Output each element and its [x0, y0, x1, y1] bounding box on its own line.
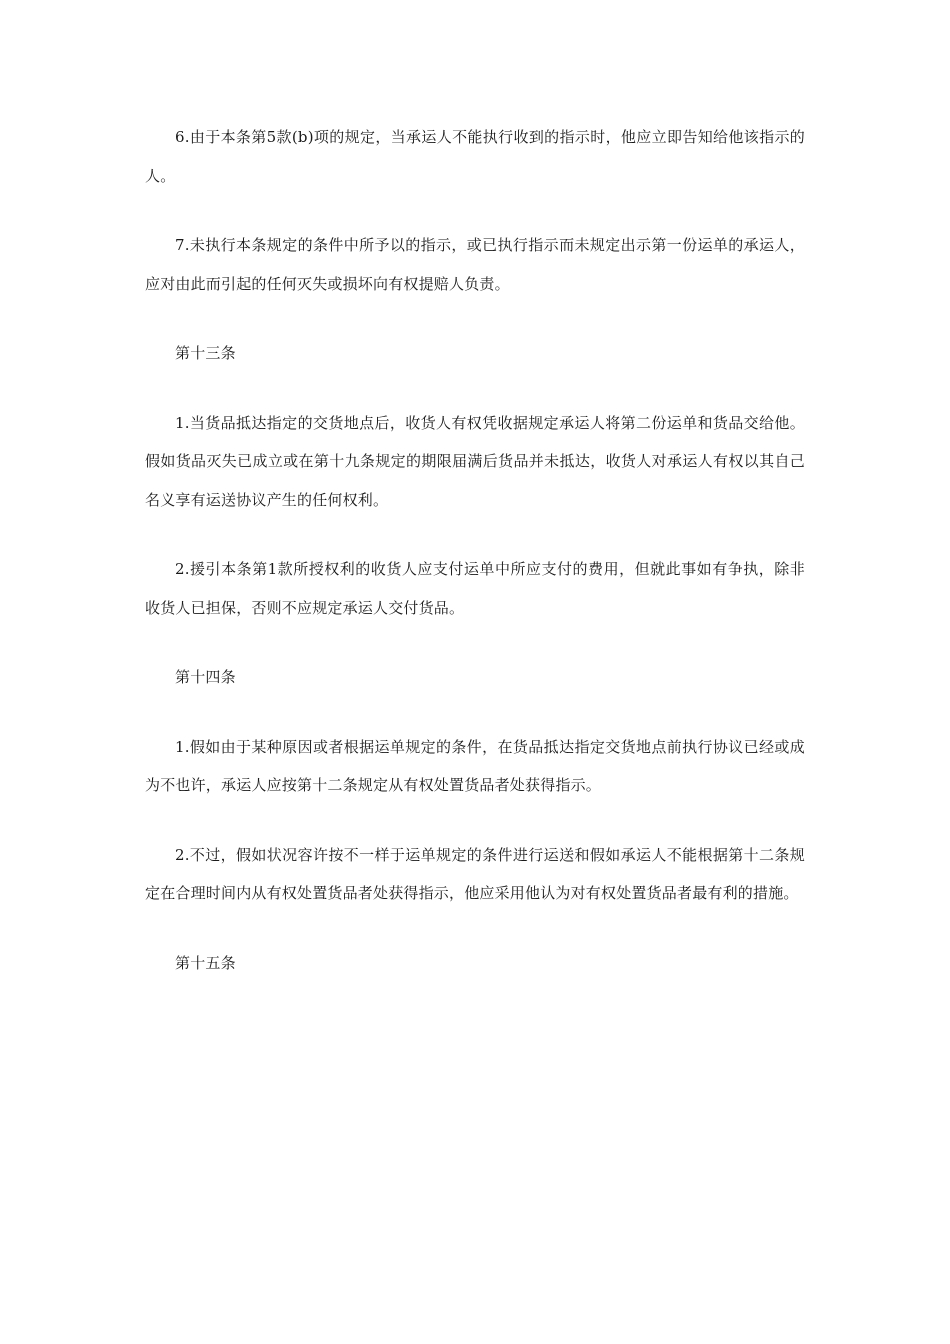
document-body	[145, 118, 805, 982]
paragraph-article14-item2: 2.不过，假如状况容许按不一样于运单规定的条件进行运送和假如承运人不能根据第十二条规定在合理时间内从有权处置货品者处获得指示，他应采用他认为对有权处置货品者最有利的措施。	[145, 845, 805, 902]
paragraph-article12-item6: 6.由于本条第5款(b)项的规定，当承运人不能执行收到的指示时，他应立即告知给他该指示的人。	[145, 128, 805, 185]
article-13-heading: 第十三条	[175, 344, 236, 362]
paragraph-article13-item1: 1.当货品抵达指定的交货地点后，收货人有权凭收据规定承运人将第二份运单和货品交给他。假如货品灭失已成立或在第十九条规定的期限届满后货品并未抵达，收货人对承运人有权以其自己名义享有运送协议产生的任何权利。	[145, 413, 805, 509]
paragraph-article14-item1: 1.假如由于某种原因或者根据运单规定的条件，在货品抵达指定交货地点前执行协议已经或成为不也许，承运人应按第十二条规定从有权处置货品者处获得指示。	[145, 737, 805, 794]
paragraph-article12-item7: 7.未执行本条规定的条件中所予以的指示，或已执行指示而未规定出示第一份运单的承运人，应对由此而引起的任何灭失或损坏向有权提赔人负责。	[145, 236, 805, 293]
paragraph-article13-item2: 2.援引本条第1款所授权利的收货人应支付运单中所应支付的费用，但就此事如有争执，除非收货人已担保，否则不应规定承运人交付货品。	[145, 560, 805, 617]
article-15-heading: 第十五条	[175, 953, 236, 972]
article-14-heading: 第十四条	[175, 668, 236, 686]
